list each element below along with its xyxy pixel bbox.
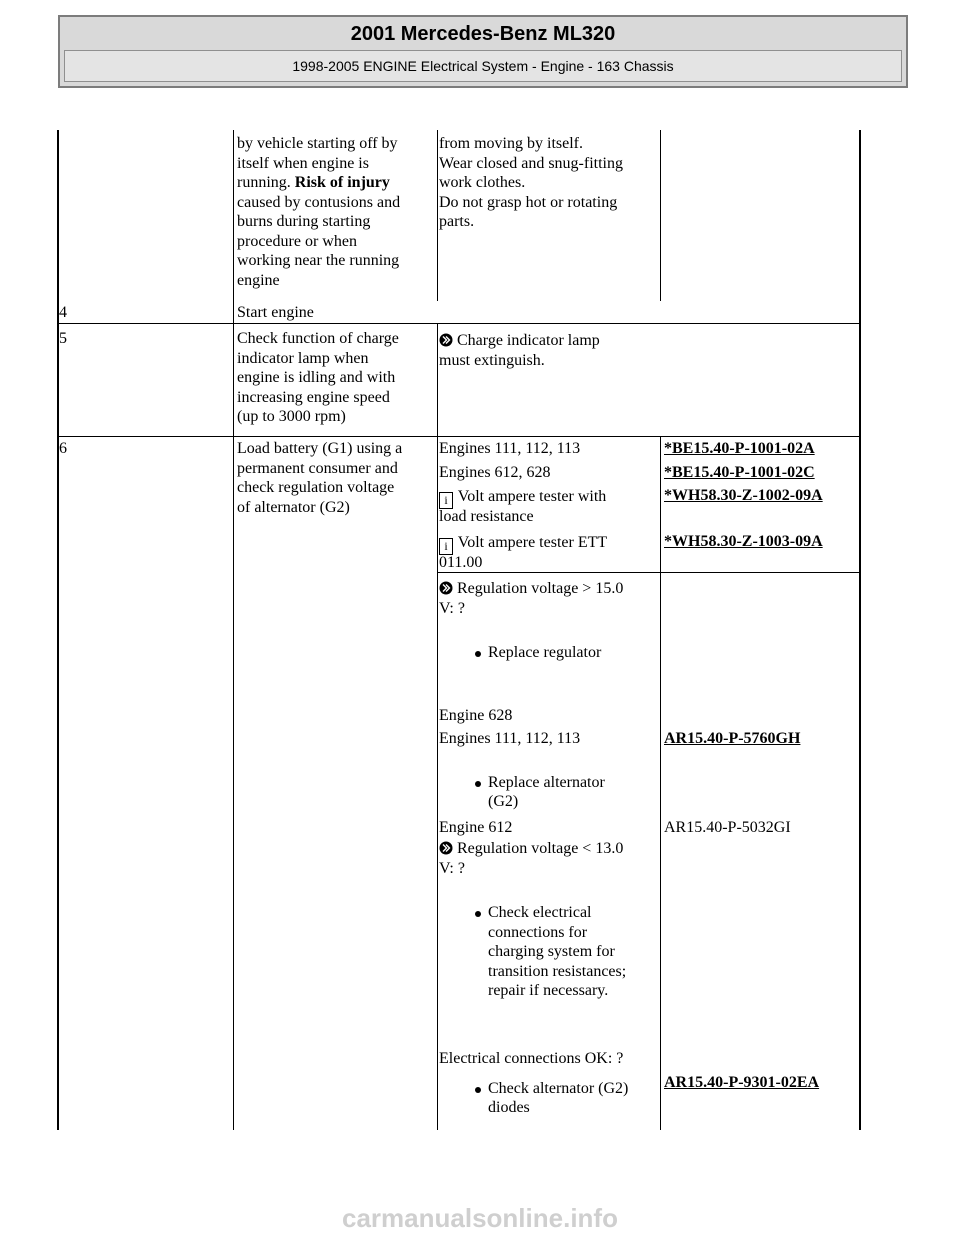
engine-628-label: Engine 628 — [439, 707, 513, 724]
row-line-4 — [57, 323, 861, 324]
step-5-note-text: Charge indicator lamp — [457, 332, 600, 349]
step-6-desc-line: permanent consumer and — [237, 460, 398, 477]
step-3-note-line: Wear closed and snug-fitting — [439, 155, 623, 172]
step-3-note-line: parts. — [439, 213, 475, 230]
tool-line — [439, 533, 607, 555]
table-border-left — [57, 130, 59, 1130]
tool-text: Volt ampere tester with — [457, 488, 607, 505]
engine-612-label: Engine 612 — [439, 819, 513, 836]
step-5-desc-line: increasing engine speed — [237, 389, 390, 406]
bullet-check-connections-line: connections for — [488, 924, 588, 941]
step-3-note-line: work clothes. — [439, 174, 526, 191]
bullet-replace-regulator: Replace regulator — [488, 644, 602, 661]
engines-111-112-113-label: Engines 111, 112, 113 — [439, 440, 581, 457]
step-5-desc-line: Check function of charge — [237, 330, 399, 347]
ref-link-wh58-1002[interactable]: *WH58.30-Z-1002-09A — [664, 487, 823, 504]
header-title: 2001 Mercedes-Benz ML320 — [350, 22, 616, 45]
header-subtitle: 1998-2005 ENGINE Electrical System - Engine - 163 Chassis — [64, 50, 902, 82]
step-3-desc-line: by vehicle starting off by — [237, 135, 398, 152]
engines-612-628-label: Engines 612, 628 — [439, 464, 551, 481]
regulation-high-text: Regulation voltage > 15.0 — [457, 580, 624, 597]
step-5-note-line: must extinguish. — [439, 352, 545, 369]
step-5-number: 5 — [59, 330, 67, 347]
step-6-desc-line: Load battery (G1) using a — [237, 440, 403, 457]
step-3-desc-line: working near the running — [237, 252, 400, 269]
col-divider-2-top — [437, 130, 438, 301]
step-3-desc-line: procedure or when — [237, 233, 357, 250]
regulation-low-text: Regulation voltage < 13.0 — [457, 840, 624, 857]
bullet-check-diodes: Check alternator (G2) — [488, 1080, 629, 1097]
step-5-desc-line: (up to 3000 rpm) — [237, 408, 346, 425]
col-divider-1 — [233, 130, 234, 1130]
bullet-check-connections: Check electrical — [488, 904, 592, 921]
regulation-low-line: V: ? — [439, 860, 465, 877]
step-3-desc-line: engine — [237, 272, 280, 289]
step-5-desc-line: indicator lamp when — [237, 350, 369, 367]
tool-line: load resistance — [439, 508, 534, 525]
ref-link-ar15-9301[interactable]: AR15.40-P-9301-02EA — [664, 1074, 820, 1091]
col-divider-2-bottom — [437, 324, 438, 1130]
step-5-note-line — [439, 331, 600, 351]
regulation-high-line — [439, 579, 623, 599]
step-3-note-line: Do not grasp hot or rotating — [439, 194, 618, 211]
ref-link-wh58-1003[interactable]: *WH58.30-Z-1003-09A — [664, 533, 823, 550]
risk-of-injury-text: Risk of injury — [294, 174, 390, 191]
ref-link-ar15-5760gh[interactable]: AR15.40-P-5760GH — [664, 730, 801, 747]
ref-link-be15-02c[interactable]: *BE15.40-P-1001-02C — [664, 464, 815, 481]
col-divider-3-top — [660, 130, 661, 301]
step-3-desc-line: burns during starting — [237, 213, 371, 230]
inspect-icon — [439, 333, 453, 347]
subrow-line — [437, 572, 861, 573]
info-icon: i — [439, 492, 453, 509]
watermark: carmanualsonline.info — [342, 1203, 618, 1233]
step-6-desc-line: of alternator (G2) — [237, 499, 350, 516]
bullet-check-connections-line: repair if necessary. — [488, 982, 609, 999]
bullet-replace-alternator-line: (G2) — [488, 793, 519, 810]
ref-ar15-5032gi: AR15.40-P-5032GI — [664, 819, 791, 836]
step-3-note-line: from moving by itself. — [439, 135, 583, 152]
step-5-desc-line: engine is idling and with — [237, 369, 396, 386]
step-3-desc-line: itself when engine is — [237, 155, 369, 172]
tool-line — [439, 487, 606, 509]
page-header — [58, 15, 908, 88]
regulation-low-line — [439, 839, 623, 859]
bullet-check-connections-line: charging system for — [488, 943, 615, 960]
table-border-right — [859, 130, 861, 1130]
engines-111-112-113-label: Engines 111, 112, 113 — [439, 730, 581, 747]
step-3-running-text: running. — [237, 174, 291, 191]
step-3-desc-line — [237, 173, 390, 193]
step-4-desc: Start engine — [237, 304, 314, 321]
tool-text: Volt ampere tester ETT — [457, 534, 608, 551]
ref-link-be15-02a[interactable]: *BE15.40-P-1001-02A — [664, 440, 815, 457]
info-icon: i — [439, 538, 453, 555]
regulation-high-line: V: ? — [439, 600, 465, 617]
bullet-check-diodes-line: diodes — [488, 1099, 530, 1116]
step-3-desc-line: caused by contusions and — [237, 194, 401, 211]
row-line-5 — [57, 436, 861, 437]
col-divider-3-bottom — [660, 437, 661, 1130]
bullet-check-connections-line: transition resistances; — [488, 963, 627, 980]
step-4-number: 4 — [59, 304, 67, 321]
tool-line: 011.00 — [439, 554, 483, 571]
bullet-replace-alternator: Replace alternator — [488, 774, 605, 791]
inspect-icon — [439, 581, 453, 595]
electrical-connections-ok: Electrical connections OK: ? — [439, 1050, 624, 1067]
inspect-icon — [439, 841, 453, 855]
step-6-number: 6 — [59, 440, 67, 457]
step-6-desc-line: check regulation voltage — [237, 479, 395, 496]
